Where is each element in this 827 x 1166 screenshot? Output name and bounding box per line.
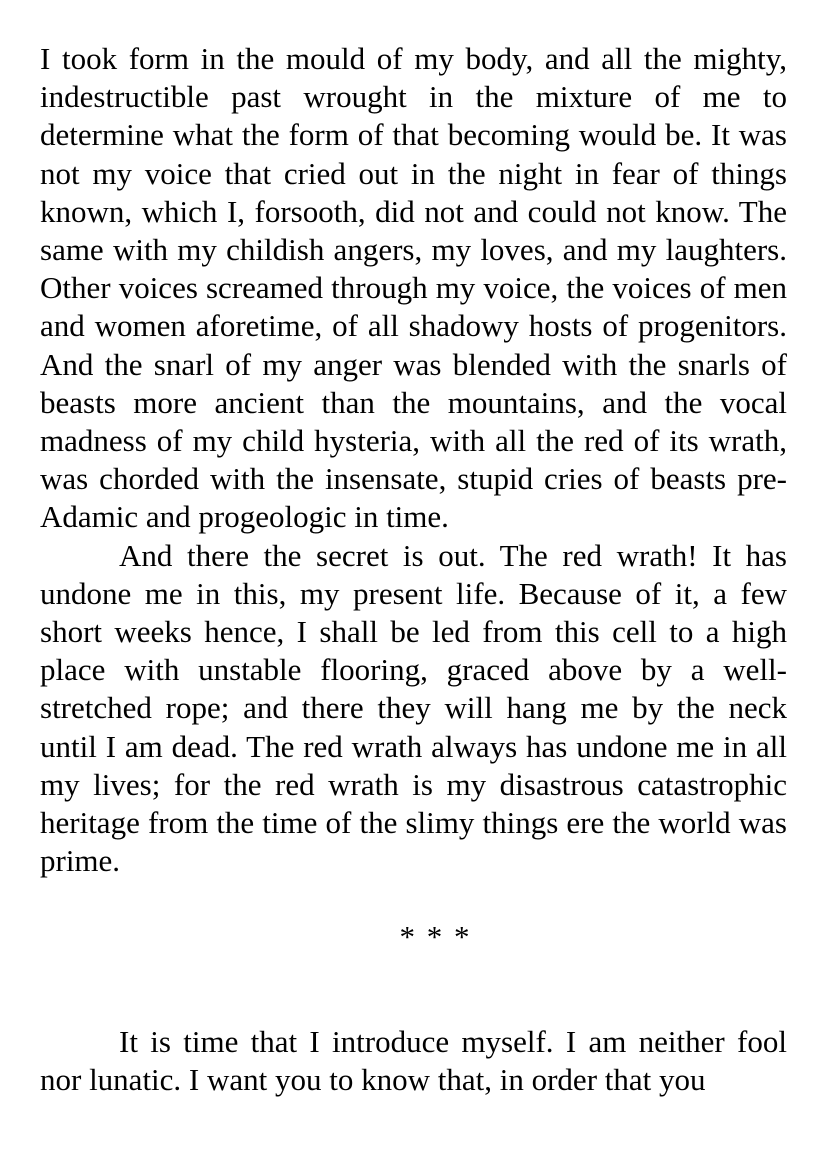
book-page bbox=[40, 40, 787, 1099]
section-separator: * * * bbox=[399, 919, 472, 955]
paragraph-body-1: I took form in the mould of my body, and all the mighty, indestructible past wrought in the mixture of me to determine what the form of that becoming would be. It was not my voice that cried out in the night in fear of things known, which I, forsooth, did not and could not know. The same with my childish angers, my loves, and my laughters. Other voices screamed through my voice, the voices of men and women aforetime, of all shadowy hosts of progenitors. And the snarl of my anger was blended with the snarls of beasts more ancient than the mountains, and the vocal madness of my child hysteria, with all the red of its wrath, was chorded with the insensate, stupid cries of beasts pre-Adamic and progeologic in time. bbox=[40, 41, 787, 535]
paragraph-body-2: And there the secret is out. The red wrath! It has undone me in this, my present life. Because of it, a few short weeks hence, I shall be led from this cell to a high place with unstable flooring, graced above by a well-stretched rope; and there they will hang me by the neck until I am dead. The red wrath always has undone me in all my lives; for the red wrath is my disastrous catastrophic heritage from the time of the slimy things ere the world was prime. bbox=[40, 537, 787, 879]
paragraph-body-3: It is time that I introduce myself. I am neither fool nor lunatic. I want you to know that, in order that you bbox=[40, 1023, 787, 1097]
